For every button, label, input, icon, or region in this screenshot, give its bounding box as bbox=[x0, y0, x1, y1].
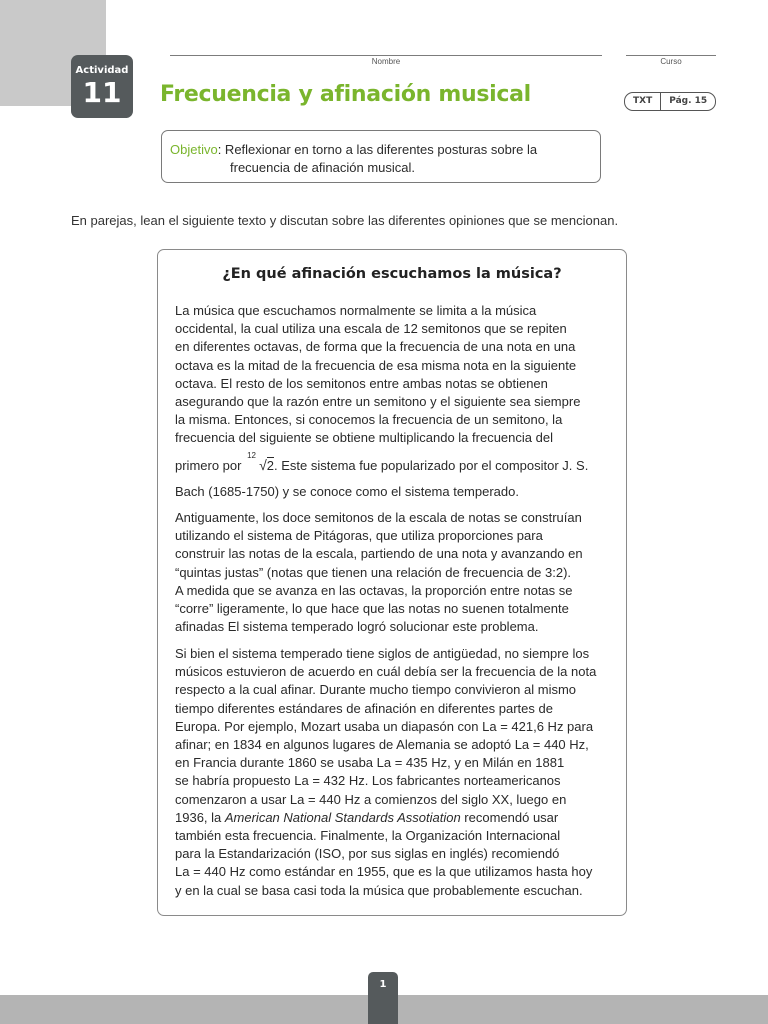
paragraph-line: respecto a la cual afinar. Durante mucho tiempo convivieron al mismo bbox=[175, 682, 577, 698]
objective-text bbox=[170, 141, 590, 177]
objective-line-1: : Reflexionar en torno a las diferentes posturas sobre la bbox=[217, 142, 538, 157]
ansi-name: American National Standards Assotiation bbox=[224, 809, 461, 825]
paragraph-line: afinar; en 1834 en algunos lugares de Alemania se adoptó La = 440 Hz, bbox=[175, 737, 589, 753]
period: . bbox=[515, 483, 519, 499]
paragraph-line: músicos estuvieron de acuerdo en cuál debía ser la frecuencia de la nota bbox=[175, 664, 597, 680]
textbook-reference bbox=[624, 92, 716, 111]
paragraph-line: La música que escuchamos normalmente se limita a la música bbox=[175, 303, 537, 318]
sistema-temperado-term: sistema temperado bbox=[404, 483, 516, 499]
paragraph-line: Antiguamente, los doce semitonos de la escala de notas se construían bbox=[175, 510, 582, 525]
reading-title: ¿En qué afinación escuchamos la música? bbox=[222, 266, 562, 282]
bach-text: Bach (1685-1750) y se conoce como el bbox=[175, 483, 405, 499]
activity-number: 11 bbox=[82, 76, 122, 109]
paragraph-line: construir las notas de la escala, partiendo de una nota y avanzando en bbox=[175, 546, 583, 562]
ansi-pre-text: 1936, la bbox=[175, 809, 225, 825]
objective-box bbox=[161, 130, 601, 183]
paragraph-line: frecuencia del siguiente se obtiene multiplicando la frecuencia del bbox=[175, 430, 553, 446]
paragraph-line: octava es la mitad de la frecuencia de esa misma nota en la siguiente bbox=[175, 357, 577, 373]
page-reference: Pág. 15 bbox=[669, 96, 708, 106]
root-index: 12 bbox=[247, 450, 256, 460]
paragraph-line: para la Estandarización (ISO, por sus siglas en inglés) recomiendó bbox=[175, 846, 560, 862]
root-pre-text: primero por bbox=[175, 457, 246, 473]
paragraph-line-root bbox=[175, 448, 615, 483]
activity-label: Actividad bbox=[75, 65, 129, 76]
reading-box bbox=[157, 249, 627, 916]
paragraph-line: comenzaron a usar La = 440 Hz a comienzos del siglo XX, luego en bbox=[175, 791, 567, 807]
paragraph-line: “quintas justas” (notas que tienen una relación de frecuencia de 3:2). bbox=[175, 564, 572, 580]
activity-badge bbox=[71, 55, 133, 118]
paragraph-line: en Francia durante 1860 se usaba La = 435 Hz, y en Milán en 1881 bbox=[175, 755, 565, 771]
paragraph-line bbox=[175, 809, 615, 827]
instruction-text: En parejas, lean el siguiente texto y discutan sobre las diferentes opiniones que se mencionan. bbox=[71, 213, 619, 228]
root-radicand: 2 bbox=[266, 457, 274, 473]
paragraph-line: en diferentes octavas, de forma que la frecuencia de una nota en una bbox=[175, 339, 576, 355]
paragraph-line: A medida que se avanza en las octavas, la proporción entre notas se bbox=[175, 582, 573, 598]
paragraph-line: se habría propuesto La = 432 Hz. Los fabricantes norteamericanos bbox=[175, 773, 561, 789]
ansi-post-text: recomendó usar bbox=[460, 809, 559, 825]
paragraph-line: y en la cual se basa casi toda la música que probablemente escuchan. bbox=[175, 882, 583, 898]
objective-line-2: frecuencia de afinación musical. bbox=[230, 160, 415, 175]
paragraph-line: Europa. Por ejemplo, Mozart usaba un diapasón con La = 421,6 Hz para bbox=[175, 718, 594, 734]
paragraph-2 bbox=[175, 509, 615, 636]
paragraph-line: tiempo diferentes estándares de afinación en diferentes partes de bbox=[175, 700, 553, 716]
objective-label: Objetivo bbox=[170, 142, 218, 157]
paragraph-line: la misma. Entonces, si conocemos la frecuencia de un semitono, la bbox=[175, 412, 563, 428]
paragraph-line: “corre” ligeramente, lo que hace que las notas no suenen totalmente bbox=[175, 601, 569, 617]
paragraph-line: también esta frecuencia. Finalmente, la Organización Internacional bbox=[175, 828, 561, 844]
paragraph-line: occidental, la cual utiliza una escala de 12 semitonos que se repiten bbox=[175, 321, 567, 337]
page-number-tab bbox=[368, 972, 398, 1024]
curso-caption: Curso bbox=[660, 57, 682, 66]
root-post-text: . Este sistema fue popularizado por el compositor J. S. bbox=[274, 457, 589, 473]
paragraph-1 bbox=[175, 302, 615, 501]
page-number: 1 bbox=[379, 979, 387, 990]
page-title: Frecuencia y afinación musical bbox=[160, 82, 531, 107]
txt-label: TXT bbox=[625, 93, 661, 110]
paragraph-line: utilizando el sistema de Pitágoras, que utiliza proporciones para bbox=[175, 528, 543, 544]
paragraph-line: asegurando que la razón entre un semitono y el siguiente sea siempre bbox=[175, 394, 581, 410]
twelfth-root-of-two bbox=[247, 448, 274, 483]
curso-line bbox=[626, 55, 716, 56]
nombre-caption: Nombre bbox=[371, 57, 401, 66]
paragraph-3 bbox=[175, 645, 615, 900]
paragraph-line: Si bien el sistema temperado tiene siglos de antigüedad, no siempre los bbox=[175, 646, 590, 661]
paragraph-line: La = 440 Hz como estándar en 1955, que es la que utilizamos hasta hoy bbox=[175, 864, 593, 880]
paragraph-line: afinadas El sistema temperado logró solucionar este problema. bbox=[175, 619, 539, 635]
paragraph-line bbox=[175, 483, 615, 501]
radical-sign-icon: √ bbox=[259, 456, 267, 473]
paragraph-line: octava. El resto de los semitonos entre ambas notas se obtienen bbox=[175, 375, 548, 391]
nombre-line bbox=[170, 55, 602, 56]
